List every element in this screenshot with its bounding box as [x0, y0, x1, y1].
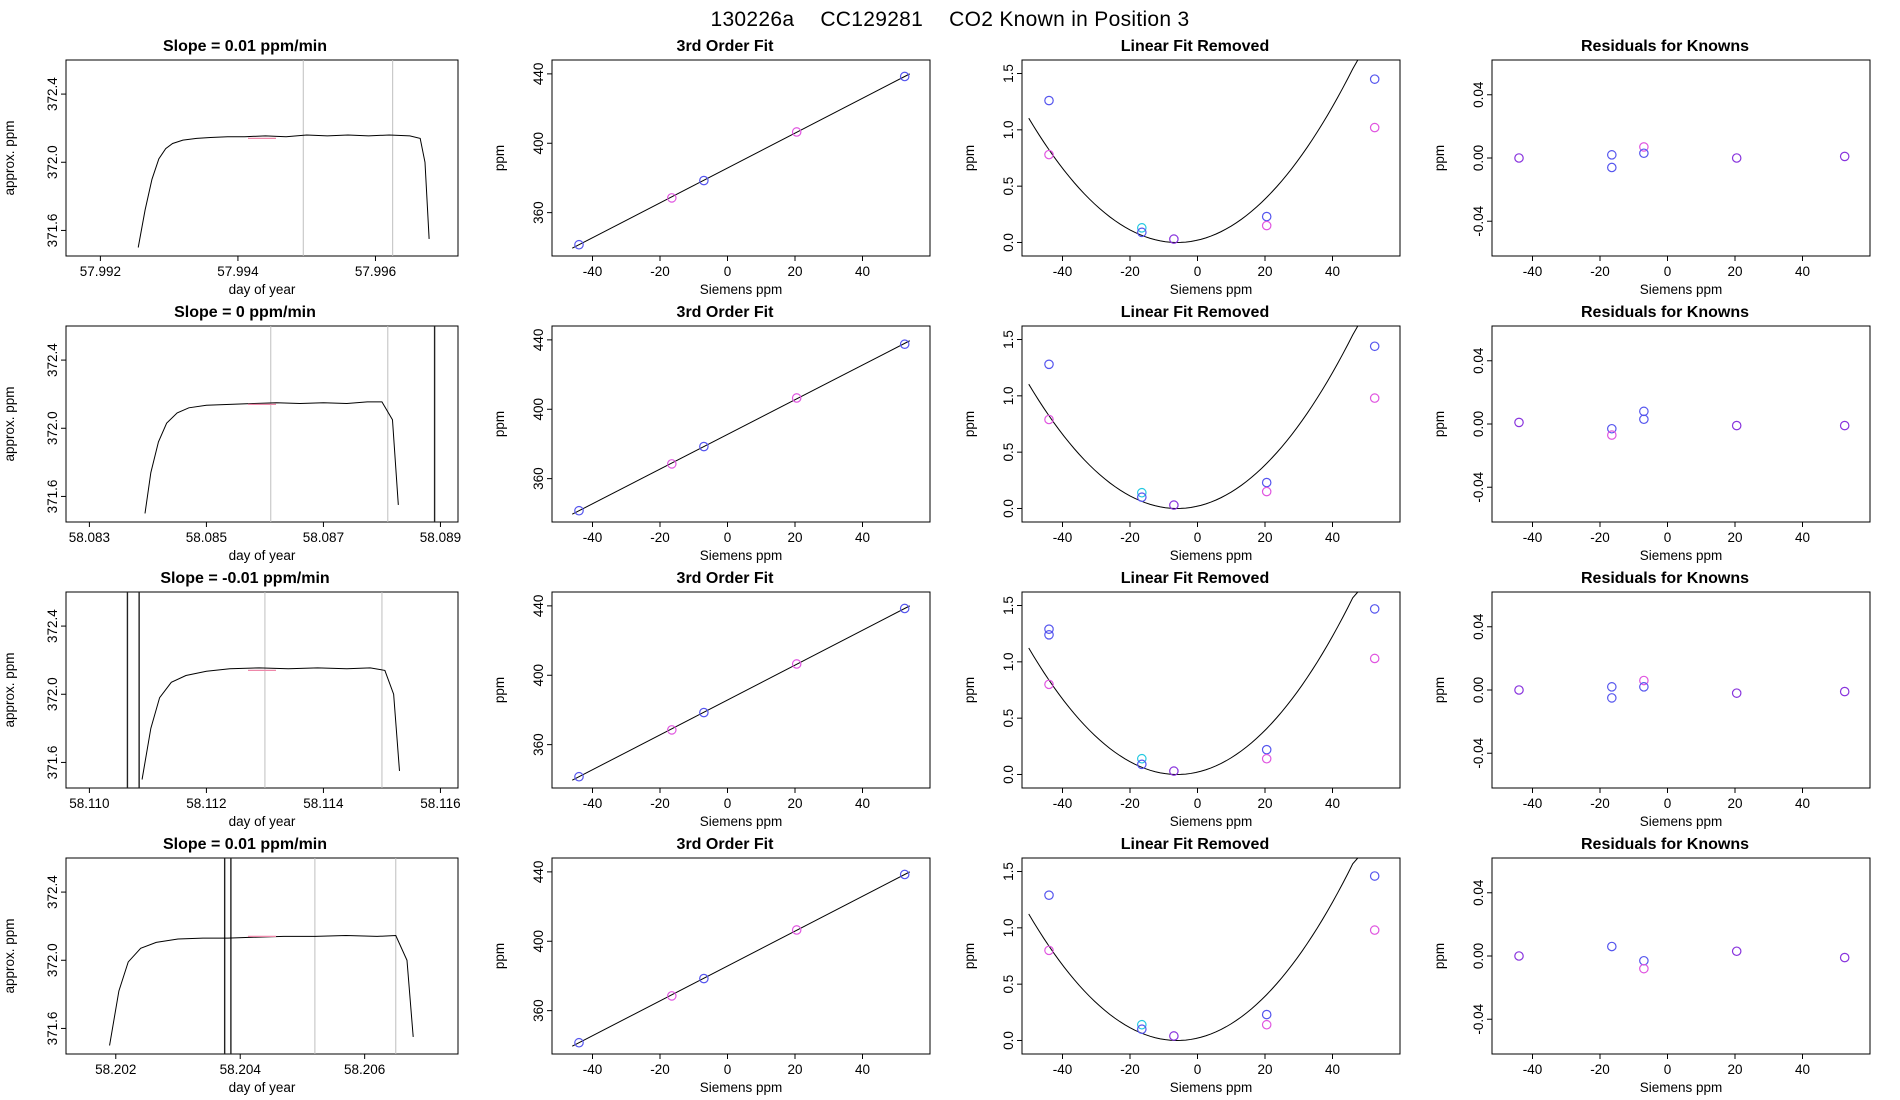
svg-text:approx. ppm: approx. ppm: [2, 120, 17, 196]
svg-text:372.4: 372.4: [45, 343, 60, 377]
svg-text:57.994: 57.994: [217, 264, 259, 279]
svg-text:0.00: 0.00: [1471, 144, 1486, 172]
panel-row4-linear-removed: [960, 832, 1430, 1098]
svg-text:-20: -20: [1120, 264, 1140, 279]
svg-text:0.04: 0.04: [1471, 347, 1486, 374]
svg-text:40: 40: [854, 796, 871, 811]
svg-text:0.04: 0.04: [1471, 879, 1486, 906]
svg-text:0.0: 0.0: [1001, 765, 1016, 784]
svg-text:ppm: ppm: [962, 144, 977, 172]
svg-text:0.00: 0.00: [1471, 942, 1486, 970]
svg-text:58.204: 58.204: [219, 1062, 261, 1077]
svg-text:0: 0: [1663, 796, 1672, 811]
row3-timeseries-svg: [0, 566, 490, 832]
svg-text:20: 20: [1257, 796, 1273, 811]
svg-text:1.5: 1.5: [1001, 596, 1016, 615]
svg-text:20: 20: [787, 264, 803, 279]
svg-text:0: 0: [1663, 264, 1672, 279]
svg-text:0: 0: [723, 264, 732, 279]
svg-text:58.112: 58.112: [186, 796, 227, 811]
svg-text:20: 20: [1727, 796, 1743, 811]
svg-text:58.116: 58.116: [420, 796, 461, 811]
svg-text:-40: -40: [582, 264, 603, 279]
svg-text:371.6: 371.6: [45, 745, 60, 780]
row4-timeseries-svg: [0, 832, 490, 1098]
row4-linear-removed-svg: [960, 832, 1430, 1098]
svg-text:ppm: ppm: [492, 676, 507, 704]
svg-text:Siemens ppm: Siemens ppm: [699, 282, 783, 297]
svg-text:-20: -20: [1590, 1062, 1610, 1077]
row3-linear-removed-svg: [960, 566, 1430, 832]
svg-text:1.5: 1.5: [1001, 862, 1016, 881]
svg-text:57.992: 57.992: [79, 264, 122, 279]
svg-text:40: 40: [1324, 530, 1341, 545]
svg-text:1.0: 1.0: [1001, 386, 1016, 406]
svg-text:Siemens ppm: Siemens ppm: [1639, 1080, 1723, 1095]
instrument-id: CC129281: [820, 8, 924, 31]
panel-title: 3rd Order Fit: [676, 570, 774, 587]
svg-text:-40: -40: [1052, 796, 1073, 811]
svg-text:0.5: 0.5: [1001, 442, 1016, 462]
panel-row1-residuals: [1430, 34, 1900, 300]
panel-row1-timeseries: [0, 34, 490, 300]
row4-fit-svg: [490, 832, 960, 1098]
svg-text:ppm: ppm: [1432, 410, 1447, 438]
svg-text:approx. ppm: approx. ppm: [2, 386, 17, 462]
svg-text:0.0: 0.0: [1001, 1031, 1016, 1050]
svg-text:0: 0: [1193, 1062, 1202, 1077]
plot-row-1: [0, 34, 1900, 300]
row3-residuals-svg: [1430, 566, 1900, 832]
svg-text:360: 360: [531, 999, 546, 1022]
row2-timeseries-svg: [0, 300, 490, 566]
svg-text:ppm: ppm: [492, 144, 507, 172]
panel-title: Slope = 0.01 ppm/min: [162, 38, 328, 55]
svg-text:40: 40: [1794, 1062, 1811, 1077]
panel-title: Linear Fit Removed: [1120, 836, 1270, 853]
svg-text:-20: -20: [1590, 264, 1610, 279]
svg-text:20: 20: [1257, 1062, 1273, 1077]
panel-row2-residuals: [1430, 300, 1900, 566]
svg-text:-40: -40: [1052, 530, 1073, 545]
plot-row-4: [0, 832, 1900, 1098]
svg-text:ppm: ppm: [492, 410, 507, 438]
svg-text:40: 40: [1794, 530, 1811, 545]
svg-text:1.0: 1.0: [1001, 652, 1016, 672]
svg-text:0.5: 0.5: [1001, 974, 1016, 994]
svg-text:approx. ppm: approx. ppm: [2, 918, 17, 994]
svg-text:372.4: 372.4: [45, 609, 60, 643]
svg-text:0: 0: [723, 530, 732, 545]
panel-row2-timeseries: [0, 300, 490, 566]
svg-text:-20: -20: [650, 1062, 670, 1077]
svg-text:-40: -40: [1522, 264, 1543, 279]
svg-text:0.5: 0.5: [1001, 708, 1016, 728]
svg-text:-0.04: -0.04: [1471, 1003, 1486, 1035]
svg-text:0.04: 0.04: [1471, 81, 1486, 108]
svg-text:-40: -40: [582, 796, 603, 811]
plot-row-3: [0, 566, 1900, 832]
svg-text:-40: -40: [1052, 1062, 1073, 1077]
svg-text:day of year: day of year: [228, 814, 296, 829]
svg-text:58.114: 58.114: [303, 796, 344, 811]
panel-row3-linear-removed: [960, 566, 1430, 832]
panel-row3-fit: [490, 566, 960, 832]
svg-text:-20: -20: [1120, 796, 1140, 811]
panel-title: Linear Fit Removed: [1120, 570, 1270, 587]
svg-text:40: 40: [854, 1062, 871, 1077]
svg-text:372.0: 372.0: [45, 411, 60, 446]
run-id: 130226a: [710, 8, 795, 31]
svg-text:Siemens ppm: Siemens ppm: [1169, 1080, 1253, 1095]
row1-linear-removed-svg: [960, 34, 1430, 300]
svg-text:0.0: 0.0: [1001, 499, 1016, 518]
svg-text:440: 440: [531, 328, 546, 352]
plot-grid: [0, 34, 1900, 1100]
svg-text:-40: -40: [582, 530, 603, 545]
panel-row3-timeseries: [0, 566, 490, 832]
page-description: CO2 Known in Position 3: [949, 8, 1190, 31]
svg-text:20: 20: [787, 1062, 803, 1077]
svg-text:372.0: 372.0: [45, 145, 60, 180]
svg-text:ppm: ppm: [962, 410, 977, 438]
svg-text:40: 40: [1324, 796, 1341, 811]
svg-text:1.5: 1.5: [1001, 64, 1016, 83]
svg-text:0: 0: [1193, 264, 1202, 279]
row2-linear-removed-svg: [960, 300, 1430, 566]
svg-text:ppm: ppm: [1432, 676, 1447, 704]
svg-text:0: 0: [1193, 796, 1202, 811]
svg-text:40: 40: [1794, 796, 1811, 811]
svg-text:ppm: ppm: [962, 676, 977, 704]
svg-text:-20: -20: [650, 530, 670, 545]
svg-text:372.4: 372.4: [45, 875, 60, 909]
svg-text:400: 400: [531, 131, 546, 155]
svg-text:-20: -20: [1120, 1062, 1140, 1077]
svg-text:372.0: 372.0: [45, 943, 60, 978]
svg-text:40: 40: [854, 264, 871, 279]
svg-text:-20: -20: [1590, 796, 1610, 811]
row4-residuals-svg: [1430, 832, 1900, 1098]
svg-text:Siemens ppm: Siemens ppm: [699, 1080, 783, 1095]
svg-text:40: 40: [854, 530, 871, 545]
svg-text:20: 20: [1727, 530, 1743, 545]
svg-text:Siemens ppm: Siemens ppm: [1639, 282, 1723, 297]
svg-text:-20: -20: [650, 796, 670, 811]
panel-title: 3rd Order Fit: [676, 38, 774, 55]
panel-title: Slope = -0.01 ppm/min: [160, 570, 330, 587]
panel-title: 3rd Order Fit: [676, 836, 774, 853]
svg-text:Siemens ppm: Siemens ppm: [1169, 814, 1253, 829]
svg-text:0: 0: [723, 796, 732, 811]
panel-title: Residuals for Knowns: [1580, 38, 1750, 55]
svg-text:-40: -40: [1522, 796, 1543, 811]
svg-text:400: 400: [531, 929, 546, 953]
svg-text:-0.04: -0.04: [1471, 471, 1486, 503]
svg-text:day of year: day of year: [228, 1080, 296, 1095]
svg-text:440: 440: [531, 62, 546, 86]
svg-text:1.5: 1.5: [1001, 330, 1016, 349]
svg-text:0: 0: [723, 1062, 732, 1077]
panel-title: Linear Fit Removed: [1120, 38, 1270, 55]
panel-row2-linear-removed: [960, 300, 1430, 566]
svg-text:371.6: 371.6: [45, 479, 60, 514]
svg-text:-40: -40: [1522, 1062, 1543, 1077]
svg-text:-20: -20: [650, 264, 670, 279]
svg-text:360: 360: [531, 201, 546, 224]
svg-text:-0.04: -0.04: [1471, 205, 1486, 237]
svg-text:Siemens ppm: Siemens ppm: [699, 548, 783, 563]
svg-text:ppm: ppm: [1432, 144, 1447, 172]
svg-text:58.089: 58.089: [419, 530, 462, 545]
svg-text:-20: -20: [1120, 530, 1140, 545]
svg-text:58.206: 58.206: [344, 1062, 386, 1077]
panel-title: Residuals for Knowns: [1580, 836, 1750, 853]
row1-residuals-svg: [1430, 34, 1900, 300]
svg-text:440: 440: [531, 860, 546, 884]
svg-text:0.00: 0.00: [1471, 410, 1486, 438]
row2-fit-svg: [490, 300, 960, 566]
svg-text:371.6: 371.6: [45, 1011, 60, 1046]
svg-text:approx. ppm: approx. ppm: [2, 652, 17, 728]
svg-text:0: 0: [1663, 1062, 1672, 1077]
svg-text:Siemens ppm: Siemens ppm: [699, 814, 783, 829]
svg-text:20: 20: [1257, 530, 1273, 545]
panel-row4-timeseries: [0, 832, 490, 1098]
svg-text:372.4: 372.4: [45, 77, 60, 111]
svg-text:0: 0: [1663, 530, 1672, 545]
panel-row4-residuals: [1430, 832, 1900, 1098]
svg-text:58.085: 58.085: [185, 530, 228, 545]
svg-text:Siemens ppm: Siemens ppm: [1639, 548, 1723, 563]
svg-text:-0.04: -0.04: [1471, 737, 1486, 769]
svg-text:day of year: day of year: [228, 548, 296, 563]
row2-residuals-svg: [1430, 300, 1900, 566]
panel-row2-fit: [490, 300, 960, 566]
svg-text:0.5: 0.5: [1001, 176, 1016, 196]
svg-text:58.110: 58.110: [69, 796, 110, 811]
row1-timeseries-svg: [0, 34, 490, 300]
svg-text:440: 440: [531, 594, 546, 618]
svg-text:1.0: 1.0: [1001, 120, 1016, 140]
svg-text:20: 20: [1727, 1062, 1743, 1077]
svg-text:-40: -40: [582, 1062, 603, 1077]
svg-text:360: 360: [531, 733, 546, 756]
panel-title: Residuals for Knowns: [1580, 304, 1750, 321]
svg-text:-20: -20: [1590, 530, 1610, 545]
svg-text:Siemens ppm: Siemens ppm: [1169, 548, 1253, 563]
svg-text:ppm: ppm: [962, 942, 977, 970]
panel-title: Slope = 0 ppm/min: [174, 304, 316, 321]
panel-row1-linear-removed: [960, 34, 1430, 300]
svg-text:0.00: 0.00: [1471, 676, 1486, 704]
svg-text:-40: -40: [1522, 530, 1543, 545]
svg-text:400: 400: [531, 397, 546, 421]
panel-title: 3rd Order Fit: [676, 304, 774, 321]
svg-text:58.083: 58.083: [68, 530, 111, 545]
plot-row-2: [0, 300, 1900, 566]
svg-text:Siemens ppm: Siemens ppm: [1169, 282, 1253, 297]
panel-title: Slope = 0.01 ppm/min: [162, 836, 328, 853]
panel-row4-fit: [490, 832, 960, 1098]
svg-text:400: 400: [531, 663, 546, 687]
svg-text:58.087: 58.087: [302, 530, 345, 545]
panel-title: Linear Fit Removed: [1120, 304, 1270, 321]
svg-text:Siemens ppm: Siemens ppm: [1639, 814, 1723, 829]
svg-text:-40: -40: [1052, 264, 1073, 279]
svg-text:20: 20: [1257, 264, 1273, 279]
svg-text:371.6: 371.6: [45, 213, 60, 248]
row3-fit-svg: [490, 566, 960, 832]
svg-text:ppm: ppm: [1432, 942, 1447, 970]
svg-text:0: 0: [1193, 530, 1202, 545]
svg-text:58.202: 58.202: [95, 1062, 137, 1077]
svg-text:360: 360: [531, 467, 546, 490]
panel-row3-residuals: [1430, 566, 1900, 832]
svg-text:372.0: 372.0: [45, 677, 60, 712]
svg-text:ppm: ppm: [492, 942, 507, 970]
svg-text:20: 20: [1727, 264, 1743, 279]
svg-text:40: 40: [1794, 264, 1811, 279]
svg-text:20: 20: [787, 796, 803, 811]
svg-text:20: 20: [787, 530, 803, 545]
page-title: [0, 8, 1900, 32]
svg-text:57.996: 57.996: [354, 264, 397, 279]
svg-text:0.0: 0.0: [1001, 233, 1016, 252]
svg-text:1.0: 1.0: [1001, 918, 1016, 938]
panel-title: Residuals for Knowns: [1580, 570, 1750, 587]
svg-text:0.04: 0.04: [1471, 613, 1486, 640]
row1-fit-svg: [490, 34, 960, 300]
svg-text:40: 40: [1324, 1062, 1341, 1077]
svg-text:40: 40: [1324, 264, 1341, 279]
svg-text:day of year: day of year: [228, 282, 296, 297]
panel-row1-fit: [490, 34, 960, 300]
